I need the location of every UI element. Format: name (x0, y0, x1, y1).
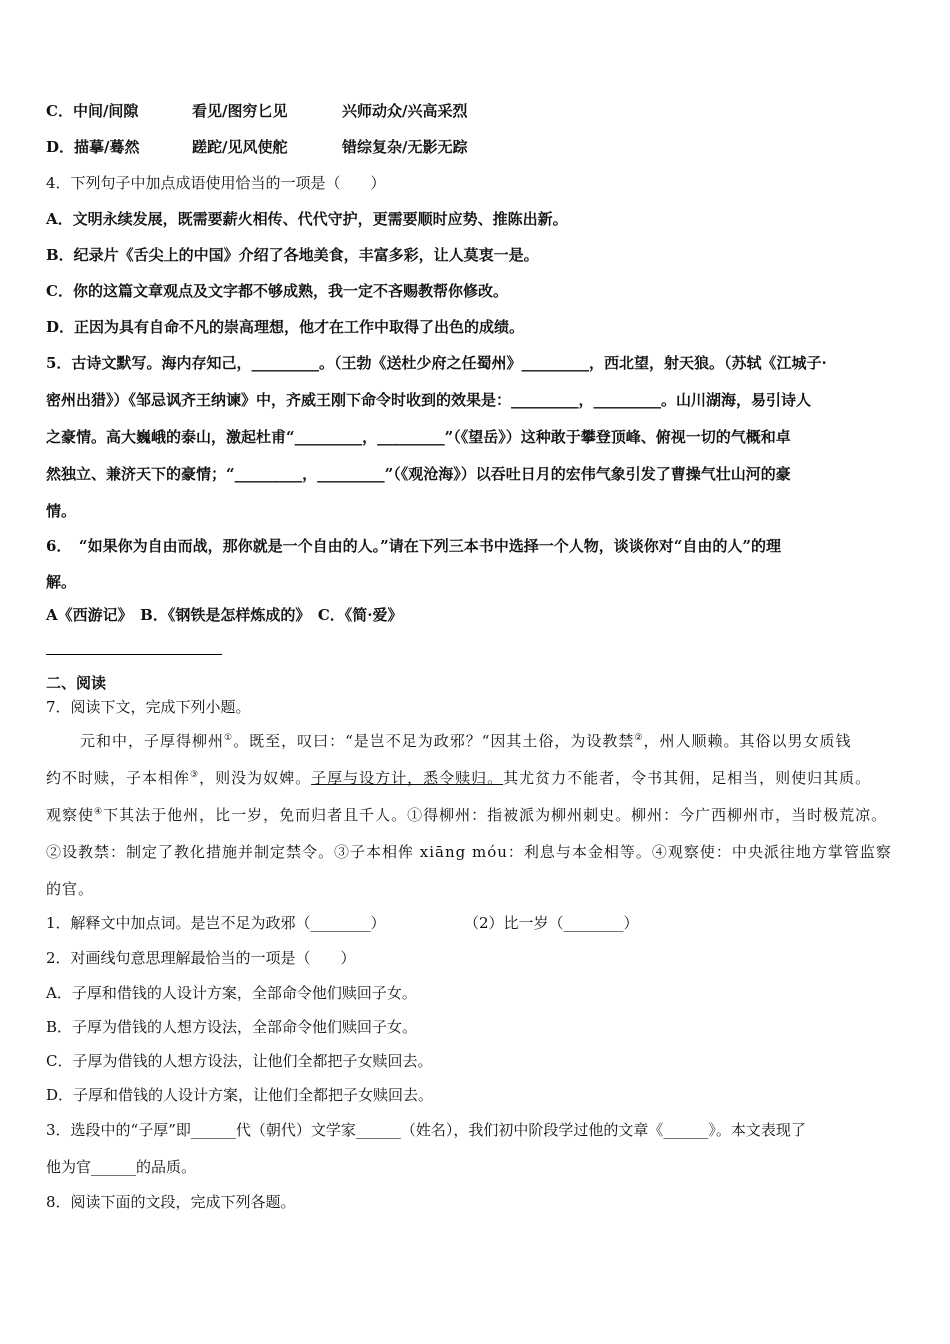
q5-line-4: 然独立、兼济天下的豪情；“_________，_________”（《观沧海》）以吞吐日月的宏伟气象引发了曹操气壮山河的豪 (46, 465, 791, 483)
q7-option-c: C．子厚为借钱的人想方设法，让他们全都把子女赎回去。 (46, 1052, 433, 1070)
passage-line-3: 观察使④下其法于他州，比一岁，免而归者且千人。①得柳州：指被派为柳州刺史。柳州：今广西柳州市，当时极荒凉。 (46, 806, 888, 824)
q5-line-1: 5．古诗文默写。海内存知己，_________。（王勃《送杜少府之任蜀州》_________，西北望，射天狼。（苏轼《江城子· (46, 354, 827, 372)
q7-sub3-line-1: 3．选段中的“子厚”即______代（朝代）文学家______（姓名），我们初中阶段学过他的文章《______》。本文表现了 (46, 1121, 806, 1139)
q3-c-b: 看见/图穷匕见 (192, 102, 288, 120)
q8-intro: 8．阅读下面的文段，完成下列各题。 (46, 1193, 296, 1211)
q6-line-1: 6． “如果你为自由而战，那你就是一个自由的人。”请在下列三本书中选择一个人物，谈谈你对“自由的人”的理 (46, 537, 781, 555)
q7-sub3-line-2: 他为官______的品质。 (46, 1158, 197, 1176)
underlined-sentence: 子厚与设方计，悉令赎归。 (311, 769, 504, 787)
answer-line (46, 654, 222, 655)
q4-option-c: C．你的这篇文章观点及文字都不够成熟，我一定不吝赐教帮你修改。 (46, 282, 508, 300)
passage-line-4: ②设教禁：制定了教化措施并制定禁令。③子本相侔 xiāng móu：利息与本金相等。④观察使：中央派往地方掌管监察 (46, 843, 892, 861)
q5-line-2: 密州出猎》）《邹忌讽齐王纳谏》中，齐威王刚下命令时收到的效果是：_________，_________。山川湖海，易引诗人 (46, 391, 812, 409)
q6-line-2: 解。 (46, 573, 77, 591)
q7-option-d: D．子厚和借钱的人设计方案，让他们全都把子女赎回去。 (46, 1086, 434, 1104)
q3-option-c: C．中间/间隙 看见/图穷匕见 兴师动众/兴高采烈 (46, 102, 468, 120)
q4-option-a: A．文明永续发展，既需要薪火相传、代代守护，更需要顺时应势、推陈出新。 (46, 210, 568, 228)
q3-option-d: D．描摹/蓦然 蹉跎/见风使舵 错综复杂/无影无踪 (46, 138, 468, 156)
q7-intro: 7．阅读下文，完成下列小题。 (46, 698, 251, 716)
q7-sub1-part2: （2）比一岁（________） (464, 914, 639, 932)
q6-book-options: A《西游记》 B．《钢铁是怎样炼成的》 C．《简·爱》 (46, 606, 403, 624)
q3-d-b: 蹉跎/见风使舵 (192, 138, 288, 156)
q7-sub1: 1．解释文中加点词。是岂不足为政邪（________） （2）比一岁（________） (46, 914, 639, 932)
q3-d-c: 错综复杂/无影无踪 (342, 138, 468, 156)
passage-line-2: 约不时赎，子本相侔③，则没为奴婢。子厚与设方计，悉令赎归。其尤贫力不能者，令书其佣，足相当，则使归其质。 (46, 769, 872, 787)
q7-option-a: A．子厚和借钱的人设计方案，全部命令他们赎回子女。 (46, 984, 417, 1002)
q4-option-d: D．正因为具有自命不凡的崇高理想，他才在工作中取得了出色的成绩。 (46, 318, 525, 336)
q5-line-5: 情。 (46, 502, 77, 520)
q4-stem: 4．下列句子中加点成语使用恰当的一项是（ ） (46, 174, 386, 192)
q7-sub2: 2．对画线句意思理解最恰当的一项是（ ） (46, 949, 356, 967)
q3-c-c: 兴师动众/兴高采烈 (342, 102, 468, 120)
section-title: 二、阅读 (46, 674, 107, 692)
q5-line-3: 之豪情。高大巍峨的泰山，激起杜甫“_________，_________”（《望岳》）这种敢于攀登顶峰、俯视一切的气概和卓 (46, 428, 791, 446)
passage-line-5: 的官。 (46, 880, 95, 898)
q7-option-b: B．子厚为借钱的人想方设法，全部命令他们赎回子女。 (46, 1018, 418, 1036)
passage-line-1: 元和中，子厚得柳州①。既至，叹曰：“是岂不足为政邪？“因其土俗，为设教禁②，州人顺赖。其俗以男女质钱 (80, 732, 852, 750)
q4-option-b: B．纪录片《舌尖上的中国》介绍了各地美食，丰富多彩，让人莫衷一是。 (46, 246, 539, 264)
